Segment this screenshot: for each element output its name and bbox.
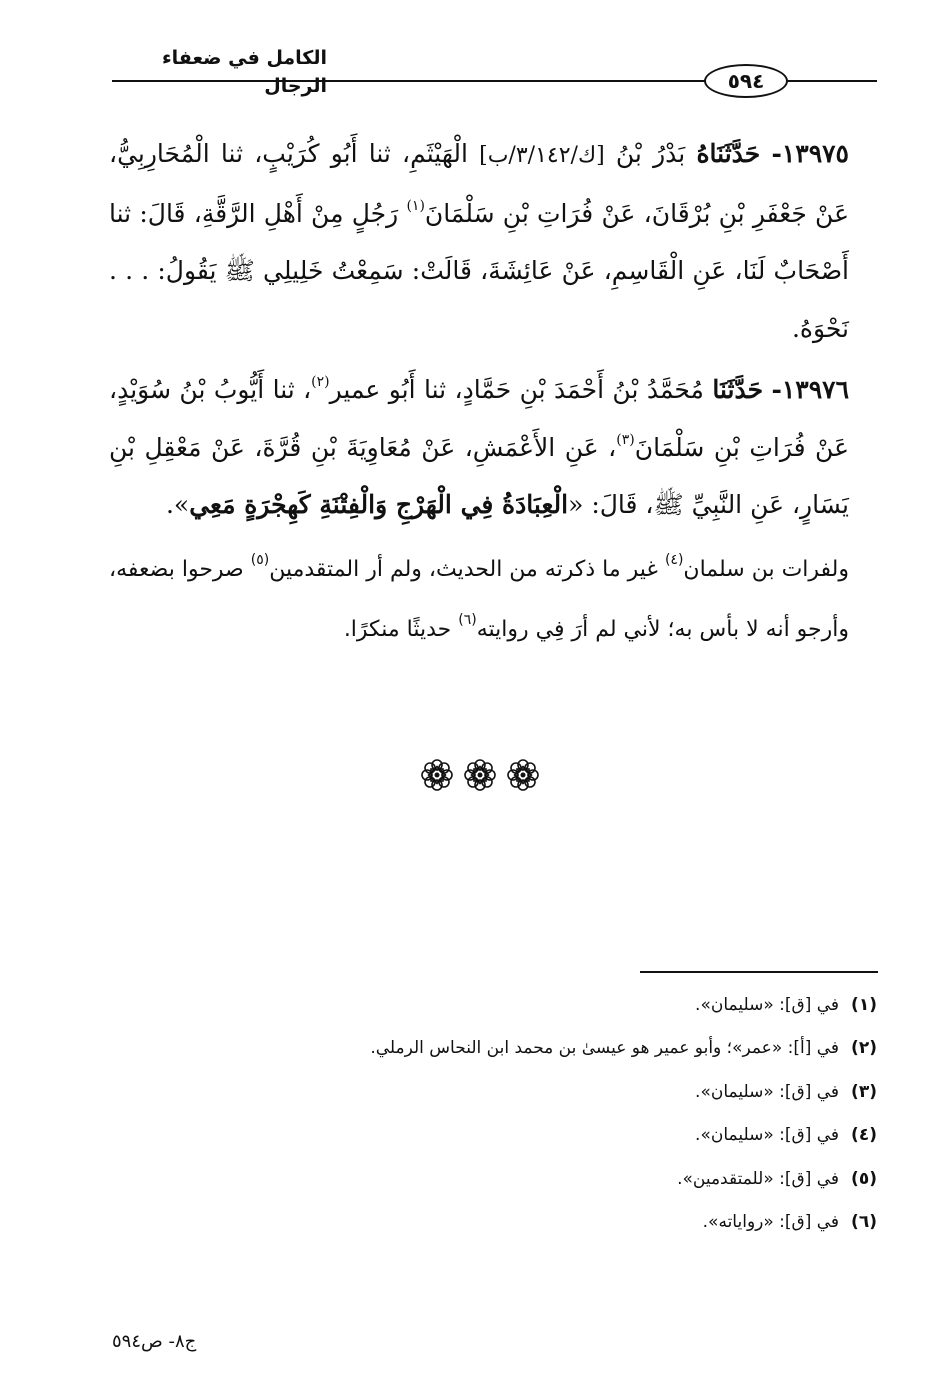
section-divider-ornament bbox=[420, 755, 540, 795]
hadith-text: الْهَيْثَمِ، ثنا أَبُو كُرَيْبٍ، ثنا الْمُحَارِبِيُّ، عَنْ جَعْفَرِ بْنِ بُرْقَانَ، عَنْ فُرَاتِ بْنِ سَلْمَانَ bbox=[109, 139, 850, 228]
footnote-ref-3: (٣) bbox=[616, 431, 635, 448]
footnote-ref-2: (٢) bbox=[311, 374, 330, 390]
footnote-number: (٤) bbox=[851, 1125, 877, 1146]
footnote-number: (٦) bbox=[851, 1211, 877, 1232]
hadith-text: ، ثنا أَيُّوبُ بْنُ سُوَيْدٍ، عَنْ فُرَاتِ بْنِ سَلْمَانَ bbox=[109, 375, 849, 462]
footnote-item bbox=[177, 1162, 877, 1205]
footnote-ref-1: (١) bbox=[406, 197, 425, 214]
commentary-text: غير ما ذكرته من الحديث، ولم أر المتقدمين bbox=[269, 556, 658, 582]
footnote-item bbox=[177, 1118, 877, 1161]
hadith-number: ١٣٩٧٦- bbox=[771, 375, 849, 404]
footnote-item bbox=[177, 988, 877, 1031]
commentary-text: حديثًا منكرًا. bbox=[343, 616, 452, 642]
footnote-item bbox=[177, 1031, 877, 1074]
footnote-item bbox=[177, 1205, 877, 1248]
footnote-text: في [ق]: «سليمان». bbox=[695, 995, 840, 1015]
hadith-text: بَدْرُ بْنُ bbox=[615, 139, 686, 168]
footnote-text: في [ق]: «سليمان». bbox=[695, 1081, 840, 1102]
hadith-text: ، عَنِ الأَعْمَشِ، عَنْ مُعَاوِيَةَ بْنِ قُرَّةَ، عَنْ مَعْقِلِ بْنِ يَسَارٍ، عَنِ النَّبِيِّ ﷺ، قَالَ: « bbox=[109, 432, 849, 519]
footnote-text: في [ق]: «سليمان». bbox=[695, 1125, 840, 1146]
footnote-item bbox=[177, 1075, 877, 1118]
footnote-separator bbox=[640, 971, 878, 973]
hadith-13976 bbox=[109, 361, 849, 534]
prophetic-quote: الْعِبَادَةُ فِي الْهَرْجِ وَالْفِتْنَةِ كَهِجْرَةٍ مَعِي bbox=[189, 490, 569, 519]
hadith-text: مُحَمَّدُ بْنُ أَحْمَدَ بْنِ حَمَّادٍ، ثنا أَبُو عمير bbox=[329, 375, 704, 404]
hadith-text: رَجُلٍ مِنْ أَهْلِ الرَّقَّةِ، قَالَ: ثنا أَصْحَابٌ لَنَا، عَنِ الْقَاسِمِ، عَنْ عَائِشَةَ، قَالَتْ: سَمِعْتُ خَلِيلِي ﷺ يَقُولُ: . . . نَحْوَهُ. bbox=[109, 198, 849, 343]
hadith-number: ١٣٩٧٥- bbox=[771, 139, 849, 168]
hadith-13975 bbox=[109, 125, 849, 357]
commentary-text: صرحوا بضعفه، وأرجو أنه لا بأس به؛ لأني لم أرَ فِي روايته bbox=[109, 556, 849, 642]
footnote-number: (٢) bbox=[851, 1038, 877, 1059]
hadith-text: ». bbox=[165, 490, 190, 519]
flower-ornament-icon bbox=[463, 758, 497, 792]
main-text bbox=[109, 125, 849, 660]
footnote-ref-4: (٤) bbox=[664, 551, 684, 568]
footnote-text: في [ق]: «رواياته». bbox=[702, 1211, 840, 1232]
footnote-text: في [ق]: «للمتقدمين». bbox=[677, 1168, 840, 1189]
footnote-number: (٥) bbox=[851, 1168, 877, 1189]
footnote-number: (١) bbox=[851, 995, 877, 1015]
volume-page-reference: ج٨- ص٥٩٤ bbox=[112, 1331, 197, 1352]
page-number-badge: ٥٩٤ bbox=[704, 64, 788, 98]
footnote-ref-5: (٥) bbox=[250, 551, 270, 568]
flower-ornament-icon bbox=[506, 758, 540, 792]
commentary-text: ولفرات بن سلمان bbox=[683, 556, 849, 582]
flower-ornament-icon bbox=[420, 758, 454, 792]
footnote-text: في [أ]: «عمر»؛ وأبو عمير هو عيسىٰ بن محمد ابن النحاس الرملي. bbox=[370, 1038, 840, 1059]
narration-lead: حَدَّثَنَا bbox=[712, 375, 764, 404]
running-header-title: الكامل في ضعفاء الرجال bbox=[161, 47, 327, 97]
narration-lead: حَدَّثَنَاهُ bbox=[696, 139, 761, 168]
manuscript-ref: [ك/٣/١٤٢/ب] bbox=[479, 143, 605, 168]
footnotes bbox=[177, 988, 877, 1248]
footnote-ref-6: (٦) bbox=[458, 611, 477, 628]
author-commentary bbox=[109, 540, 849, 660]
footnote-number: (٣) bbox=[851, 1081, 877, 1102]
